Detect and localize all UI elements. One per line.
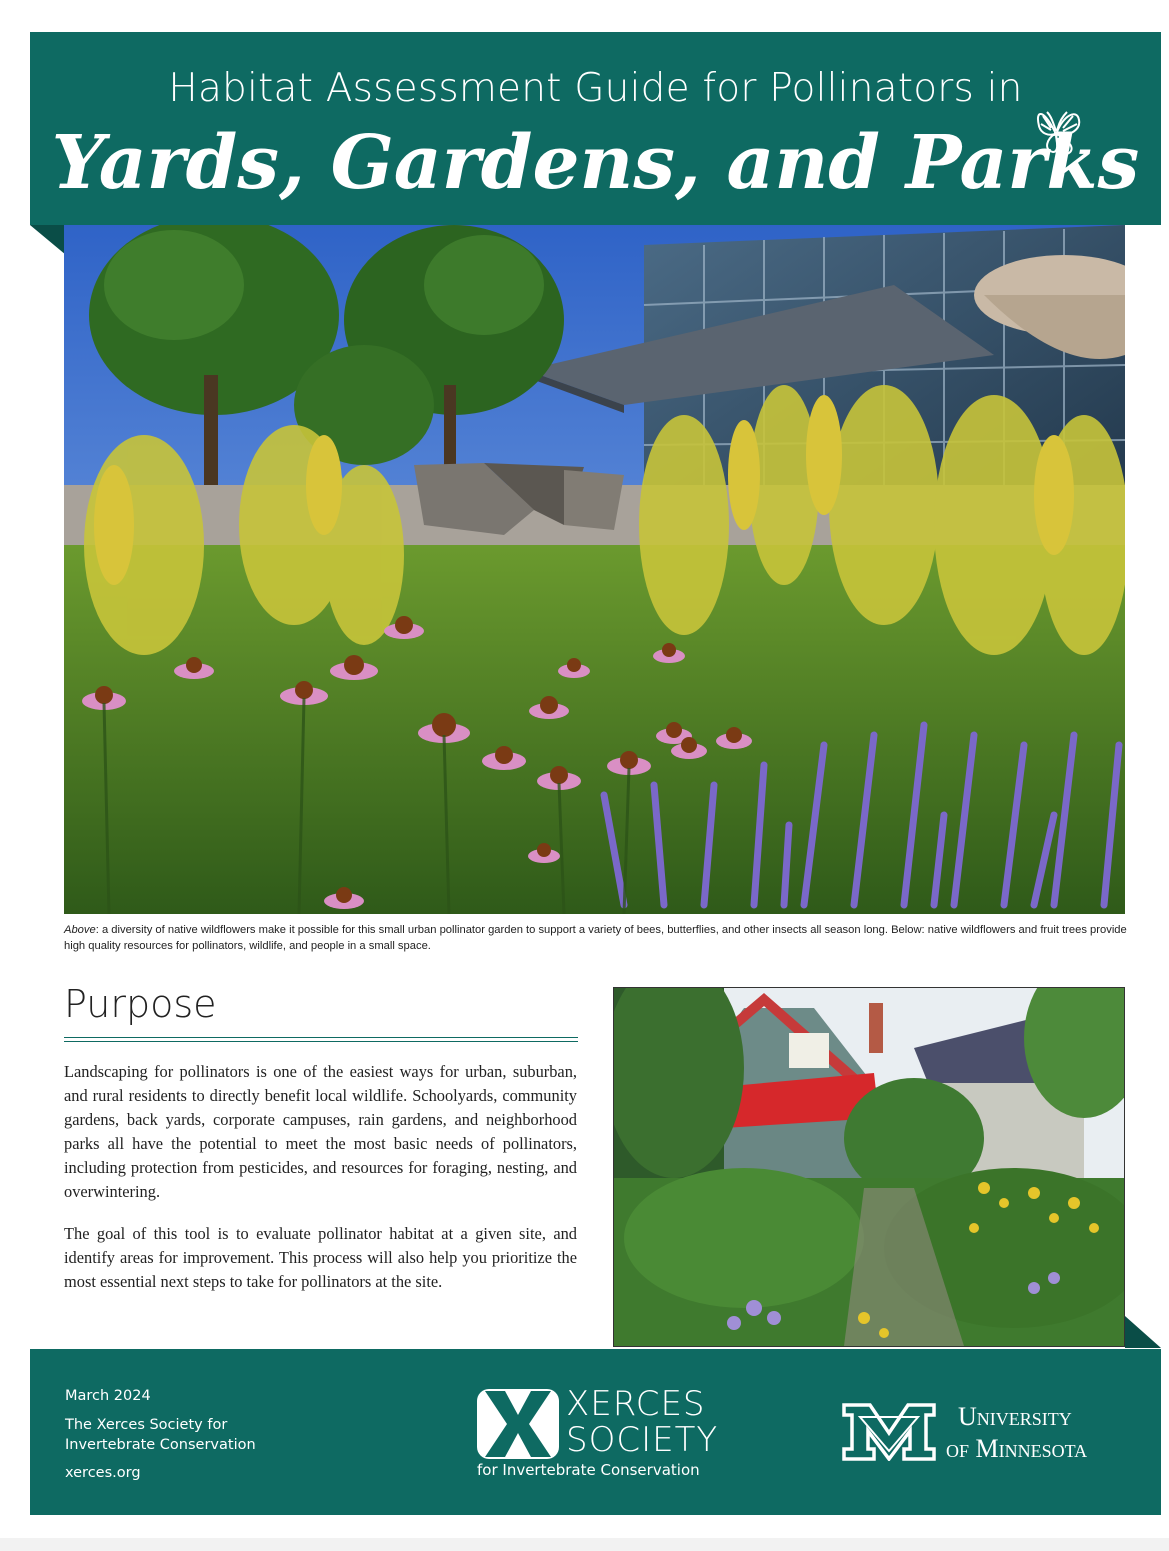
umn-wordmark-line-1: University xyxy=(958,1402,1072,1431)
caption-lead: Above xyxy=(64,924,96,936)
heading-divider xyxy=(64,1037,578,1042)
banner-fold-left xyxy=(30,225,66,255)
photo-caption xyxy=(64,922,1129,954)
house-garden-photo xyxy=(613,987,1125,1347)
purpose-heading: Purpose xyxy=(64,982,217,1026)
publisher-name: The Xerces Society for Invertebrate Conservation xyxy=(65,1417,256,1453)
xerces-logo-icon xyxy=(477,1389,559,1459)
xerces-wordmark-line-1: XERCES xyxy=(566,1384,706,1424)
xerces-wordmark-line-2: SOCIETY xyxy=(566,1420,719,1460)
website-link[interactable]: xerces.org xyxy=(65,1465,141,1481)
umn-block-m-icon xyxy=(842,1403,936,1461)
butterfly-icon xyxy=(1033,102,1085,162)
title-banner xyxy=(30,32,1161,225)
footer-banner xyxy=(30,1349,1161,1515)
umn-wordmark-line-2: of Minnesota xyxy=(946,1434,1088,1463)
title-line-1: Habitat Assessment Guide for Pollinators in xyxy=(168,66,1023,111)
purpose-paragraph-1: Landscaping for pollinators is one of the easiest ways for urban, suburban, and rural residents to directly benefit local wildlife. Schoolyards, community gardens, back yards, corporate campuses, rain gardens, and neighborhood parks all have the potential to meet the most basic needs of pollinators, including protection from pesticides, and resources for foraging, nesting, and overwintering. xyxy=(64,1062,577,1201)
hero-photo xyxy=(64,225,1125,914)
purpose-paragraph-2: The goal of this tool is to evaluate pollinator habitat at a given site, and identify areas for improvement. This process will also help you prioritize the most essential next steps to take for pollinators at the site. xyxy=(64,1224,577,1291)
page-bottom-strip xyxy=(0,1538,1169,1551)
xerces-tagline: for Invertebrate Conservation xyxy=(477,1461,700,1479)
banner-fold-right xyxy=(1125,1316,1161,1348)
publication-date: March 2024 xyxy=(65,1388,151,1404)
title-line-2: Yards, Gardens, and Parks xyxy=(51,120,1140,206)
caption-text: : a diversity of native wildflowers make it possible for this small urban pollinator garden to support a variety of bees, butterflies, and other insects all season long. Below: native wildflowers and fruit trees provide high quality resources for pollinators, wildlife, and people in a small space. xyxy=(64,924,1127,952)
